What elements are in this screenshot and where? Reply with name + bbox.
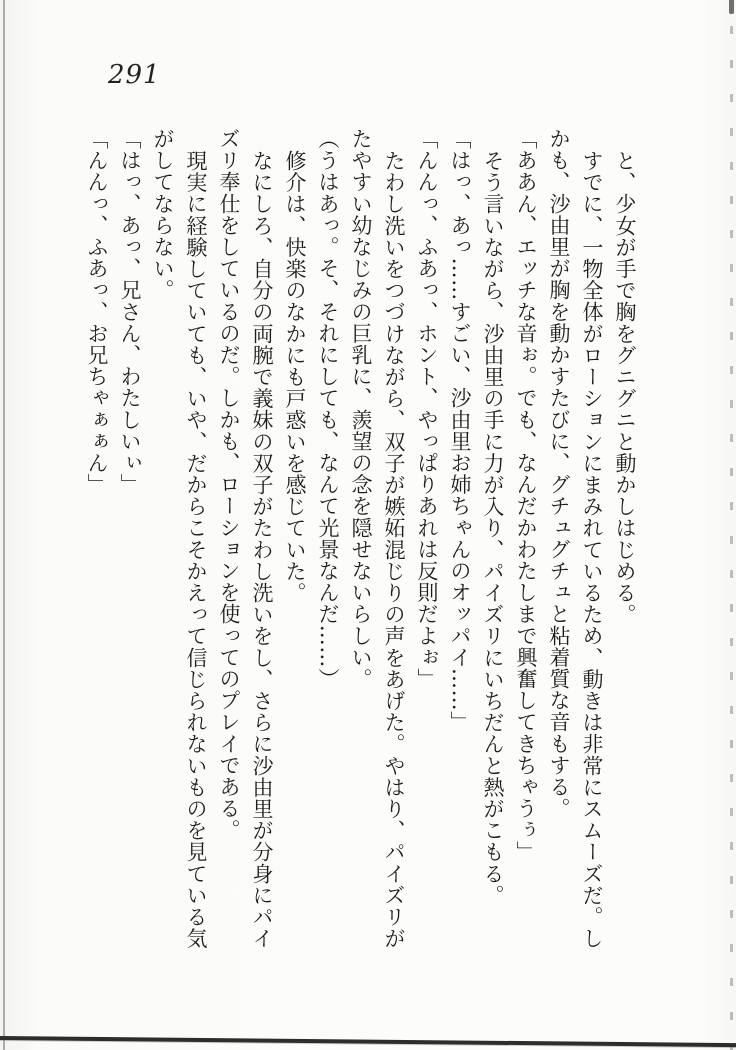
bottom-rule [0, 1036, 736, 1047]
paragraph-1: と、少女が手で胸をグニグニと動かしはじめる。 [613, 149, 637, 625]
paragraph-6: 「んんっ、ふあっ、ホント、やっぱりあれは反則だよぉ」 [415, 128, 439, 690]
scan-edge-marks [730, 0, 733, 1050]
page-left-edge-line [3, 0, 5, 1050]
paragraph-11: 現実に経験していても、いや、だからこそかえって信じられないものを見ている気がしてならない。 [151, 128, 208, 949]
page-number: 291 [108, 60, 161, 90]
paragraph-5: 「はっ、あっ……すごい、沙由里お姉ちゃんのオッパイ……」 [448, 128, 472, 733]
paragraph-10: なにしろ、自分の両腕で義妹の双子がたわし洗いをし、さらに沙由里が分身にパイズリ奉仕をしているのだ。しかも、ローションを使ってのプレイである。 [217, 128, 274, 949]
paragraph-2: すでに、一物全体がローションにまみれているため、動きは非常にスムーズだ。しかも、沙由里が胸を動かすたびに、グチュグチュと粘着質な音もする。 [547, 128, 604, 949]
scan-corner-mark [729, 0, 734, 14]
paragraph-12: 「はっ、あっ、兄さん、わたしいぃ」 [118, 128, 142, 496]
paragraph-4: そう言いながら、沙由里の手に力が入り、パイズリにいちだんと熱がこもる。 [481, 149, 505, 906]
paragraph-9: 修介は、快楽のなかにも戸惑いを感じていた。 [283, 149, 307, 604]
paragraph-3: 「ああん、エッチな音ぉ。でも、なんだかわたしまで興奮してきちゃうぅ」 [514, 128, 538, 863]
paragraph-8: （うはあっ。そ、それにしても、なんて光景なんだ……） [316, 128, 340, 690]
body-text [80, 128, 641, 952]
paragraph-13: 「んんっ、ふあっ、お兄ちゃぁぁん」 [85, 128, 109, 496]
paragraph-7: たわし洗いをつづけながら、双子が嫉妬混じりの声をあげた。やはり、パイズリがたやすい幼なじみの巨乳に、羨望の念を隠せないらしい。 [349, 128, 406, 949]
